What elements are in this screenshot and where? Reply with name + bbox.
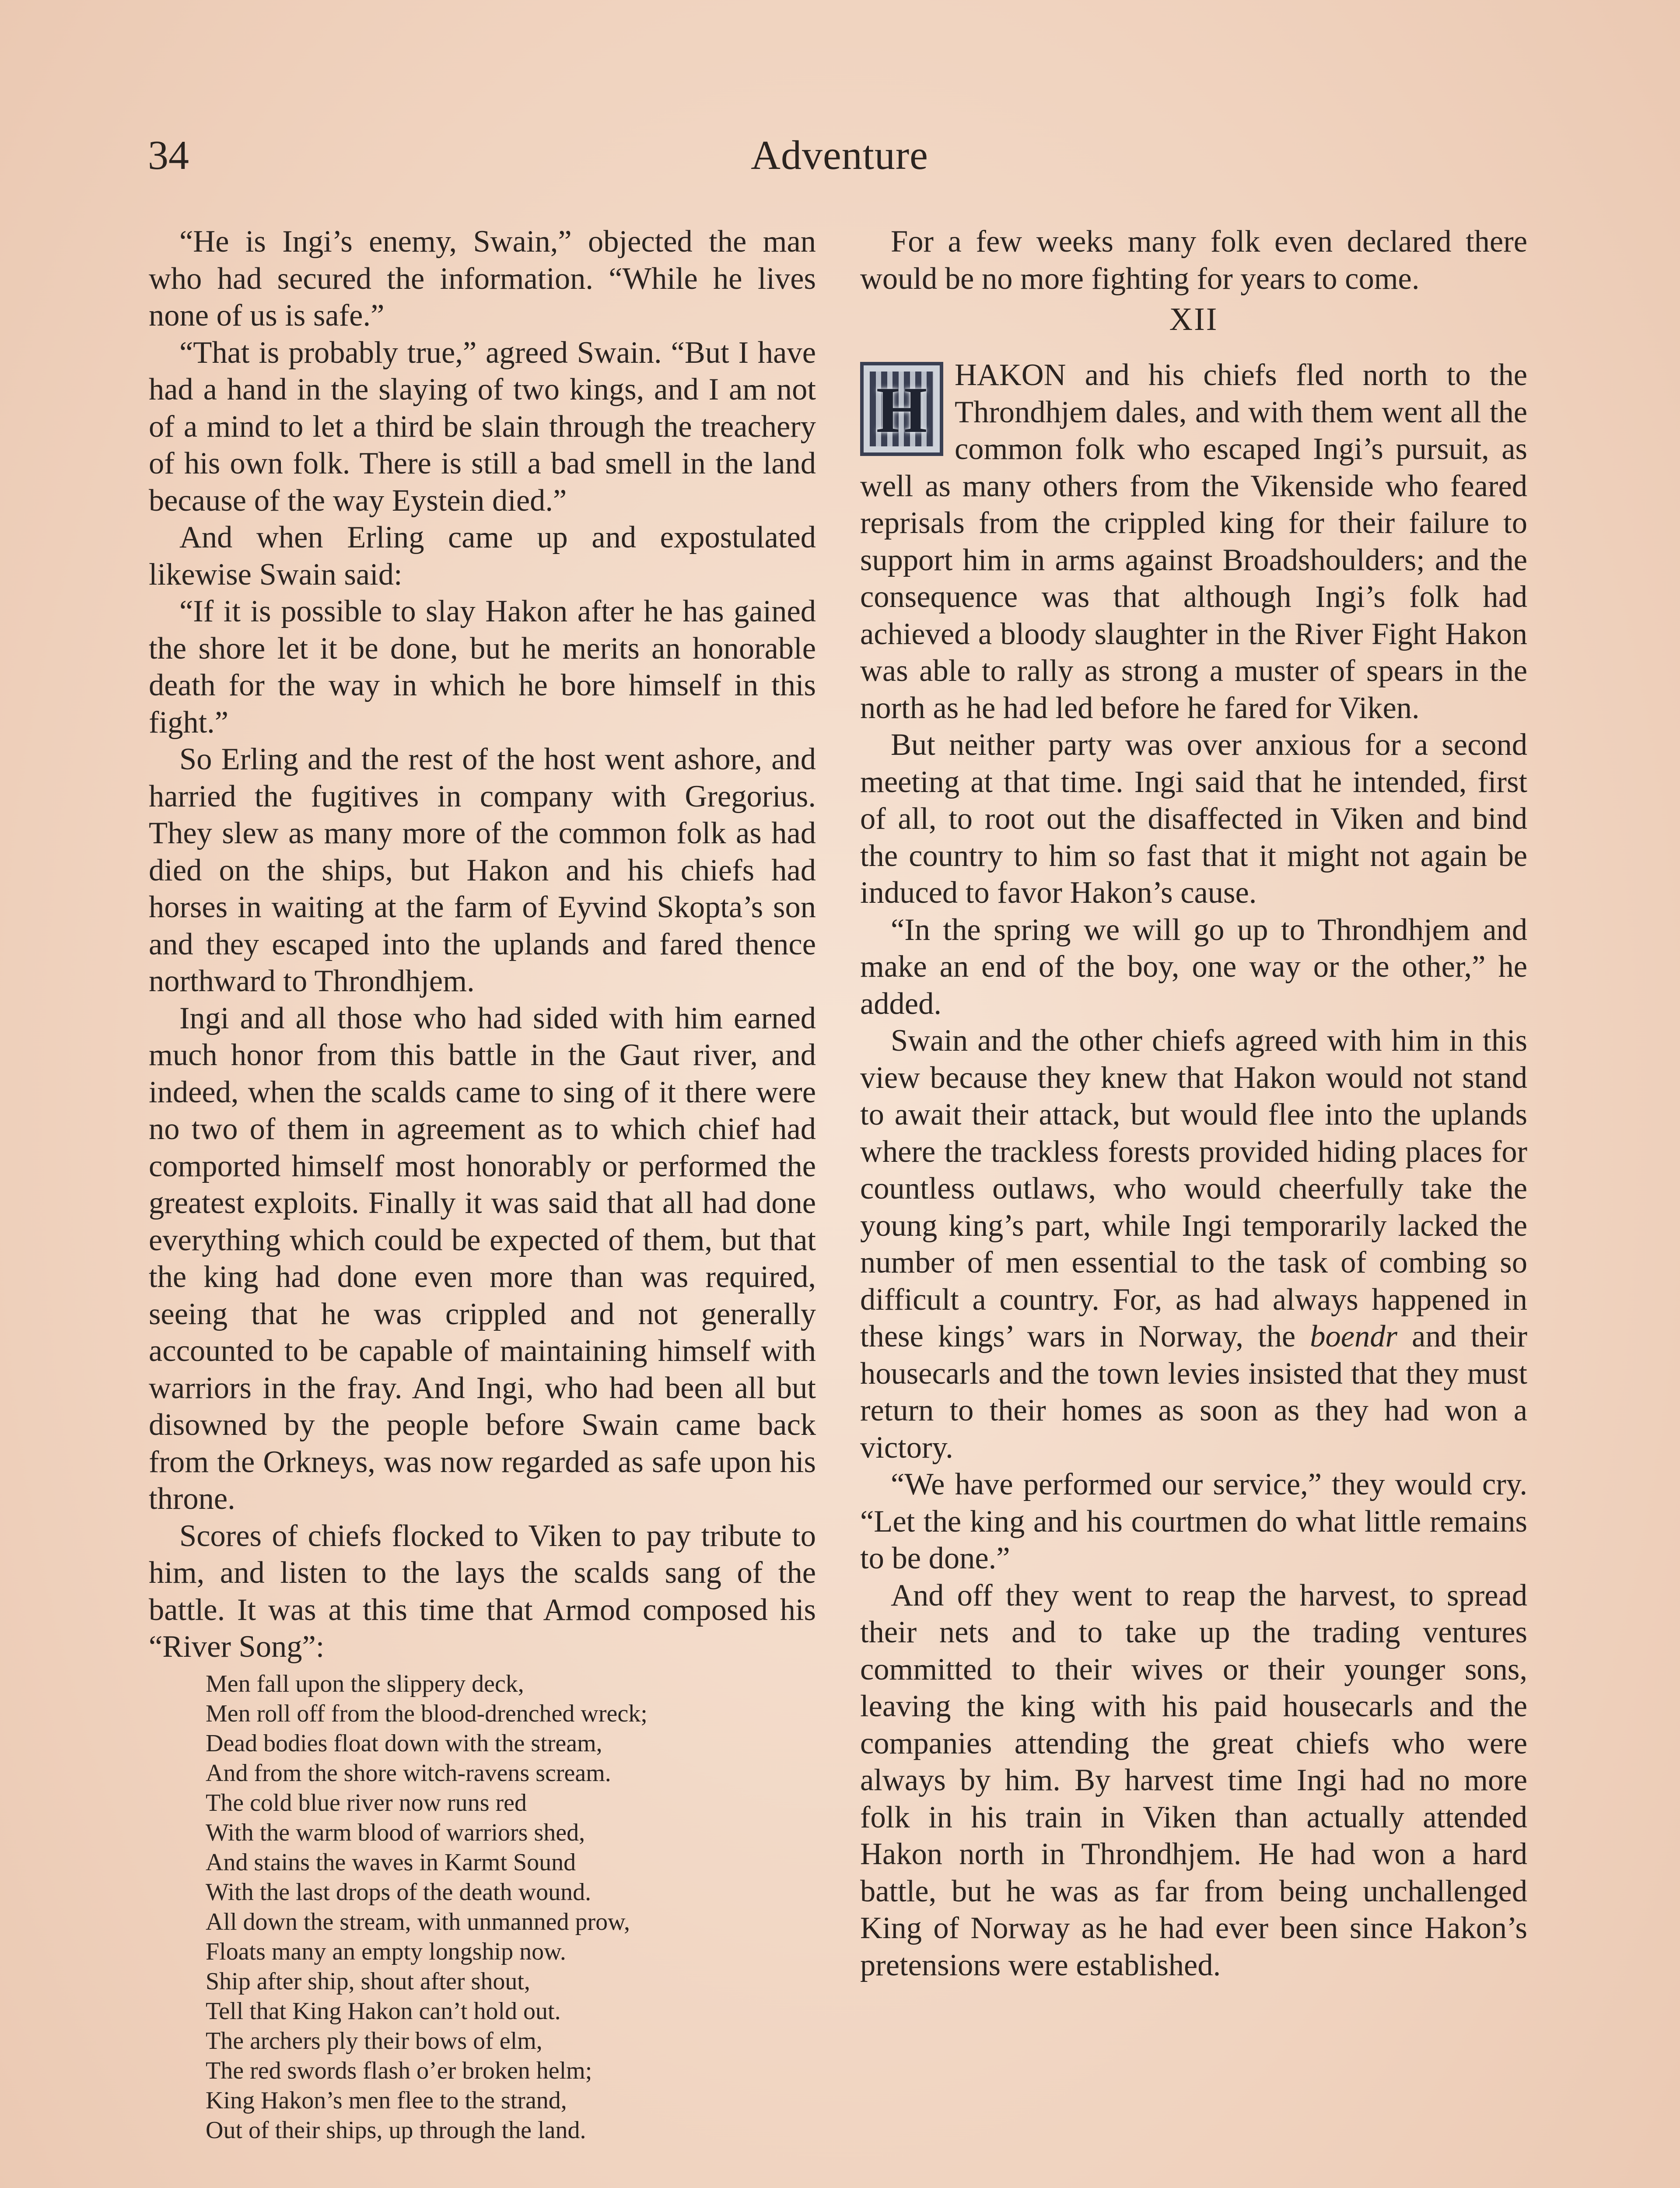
poem-line: The red swords flash o’er broken helm; [206,2057,592,2084]
poem-line: Dead bodies float down with the stream, [206,1729,602,1757]
paragraph: So Erling and the rest of the host went ashore, and harried the fugitives in company with Gregorius. They slew as many more of the common folk as had died on the ships, but Hakon and his chiefs had horses in waiting at the farm of Eyvind Skopta’s son and they escaped into the uplands and fared thence northward to Throndhjem. [149,742,816,998]
paragraph-text: and their housecarls and the town levies insisted that they must return to their homes as soon as they had won a victory. [860,1319,1527,1465]
poem-line: Ship after ship, shout after shout, [206,1967,530,1995]
poem-line: With the warm blood of warriors shed, [206,1819,585,1846]
paragraph: “In the spring we will go up to Throndhjem and make an end of the boy, one way or the other,” he added. [860,912,1527,1021]
paragraph: Scores of chiefs flocked to Viken to pay tribute to him, and listen to the lays the scalds sang of the battle. It was at this time that Armod composed his “River Song”: [149,1518,816,1664]
poem-line: King Hakon’s men flee to the strand, [206,2086,567,2114]
paragraph [860,1022,1527,1466]
paragraph-text: For, as had always happened in these kings’ wars in Norway, the [860,1282,1527,1353]
poem-line: The cold blue river now runs red [206,1789,527,1816]
poem-line: Out of their ships, up through the land. [206,2116,586,2144]
dropcap-letter: H [876,374,928,446]
italic-word: boendr [1310,1319,1397,1353]
left-column [149,223,816,2145]
poem-line: All down the stream, with unmanned prow, [206,1908,630,1936]
section-number: XII [1169,302,1218,337]
river-song-poem [149,1669,816,2145]
paragraph: “That is probably true,” agreed Swain. “But I have had a hand in the slaying of two kings, and I am not of a mind to let a third be slain through the treachery of his own folk. There is still a bad smell in the land because of the way Eystein died.” [149,335,816,518]
dropcap-ornament [860,362,943,456]
paragraph-text: HAKON and his chiefs fled north to the Throndhjem dales, and with them went all the common folk who escaped Ingi’s pursuit, as well as many others from the Vikenside who feared reprisals from the crippled king for their failure to support him in arms against Broadshoulders; and the consequence was that although Ingi’s folk had achieved a bloody slaughter in the River Fight Hakon was able to rally as strong a muster of spears in the north as he had led before he fared for Viken. [860,358,1527,725]
page-header [148,127,1531,184]
poem-line: And from the shore witch-ravens scream. [206,1759,611,1787]
poem-line: The archers ply their bows of elm, [206,2027,542,2055]
paragraph [860,357,1527,726]
paragraph-text: Swain and the other chiefs agreed with him in this view because they knew that Hakon would not stand to await their attack, but would flee into the uplands where the trackless forests provided hiding places for countless outlaws, who would cheerfully take the young king’s part, while Ingi temporarily lacked the number of men essential to the task of combing so difficult a country. [860,1024,1527,1317]
paragraph: And when Erling came up and expostulated likewise Swain said: [149,520,816,592]
poem-line: And stains the waves in Karmt Sound [206,1848,576,1876]
paragraph: “He is Ingi’s enemy, Swain,” objected the man who had secured the information. “While he lives none of us is safe.” [149,224,816,333]
paragraph: For a few weeks many folk even declared there would be no more fighting for years to come. [860,224,1527,296]
right-column [860,223,1527,1984]
paragraph: Ingi and all those who had sided with him earned much honor from this battle in the Gaut river, and indeed, when the scalds came to sing of it there were no two of them in agreement as to which chief had comported himself most honorably or performed the greatest exploits. Finally it was said that all had done everything which could be expected of them, but that the king had done even more than was required, seeing that he was crippled and not generally accounted to be capable of maintaining himself with warriors in the fray. And Ingi, who had been all but disowned by the people before Swain came back from the Orkneys, was now regarded as safe upon his throne. [149,1001,816,1516]
paragraph: “We have performed our service,” they would cry. “Let the king and his courtmen do what little remains to be done.” [860,1467,1527,1575]
paragraph: But neither party was over anxious for a second meeting at that time. Ingi said that he intended, first of all, to root out the disaffected in Viken and bind the country to him so fast that it might not again be induced to favor Hakon’s cause. [860,728,1527,910]
poem-line: With the last drops of the death wound. [206,1878,592,1906]
paragraph: “If it is possible to slay Hakon after he has gained the shore let it be done, but he merits an honorable death for the way in which he bore himself in this fight.” [149,594,816,740]
poem-line: Men roll off from the blood-drenched wreck; [206,1700,648,1727]
page-number: 34 [148,133,189,178]
poem-line: Men fall upon the slippery deck, [206,1670,524,1697]
paragraph: And off they went to reap the harvest, to spread their nets and to take up the trading ventures committed to their wives or their younger sons, leaving the king with his paid housecarls and the companies attending the great chiefs who were always by him. By harvest time Ingi had no more folk in his train in Viken than actually attended Hakon north in Throndhjem. He had won a hard battle, but he was as far from being unchallenged King of Norway as he had ever been since Hakon’s pretensions were established. [860,1578,1527,1982]
running-title: Adventure [751,133,928,178]
poem-line: Floats many an empty longship now. [206,1938,566,1965]
poem-line: Tell that King Hakon can’t hold out. [206,1997,561,2025]
